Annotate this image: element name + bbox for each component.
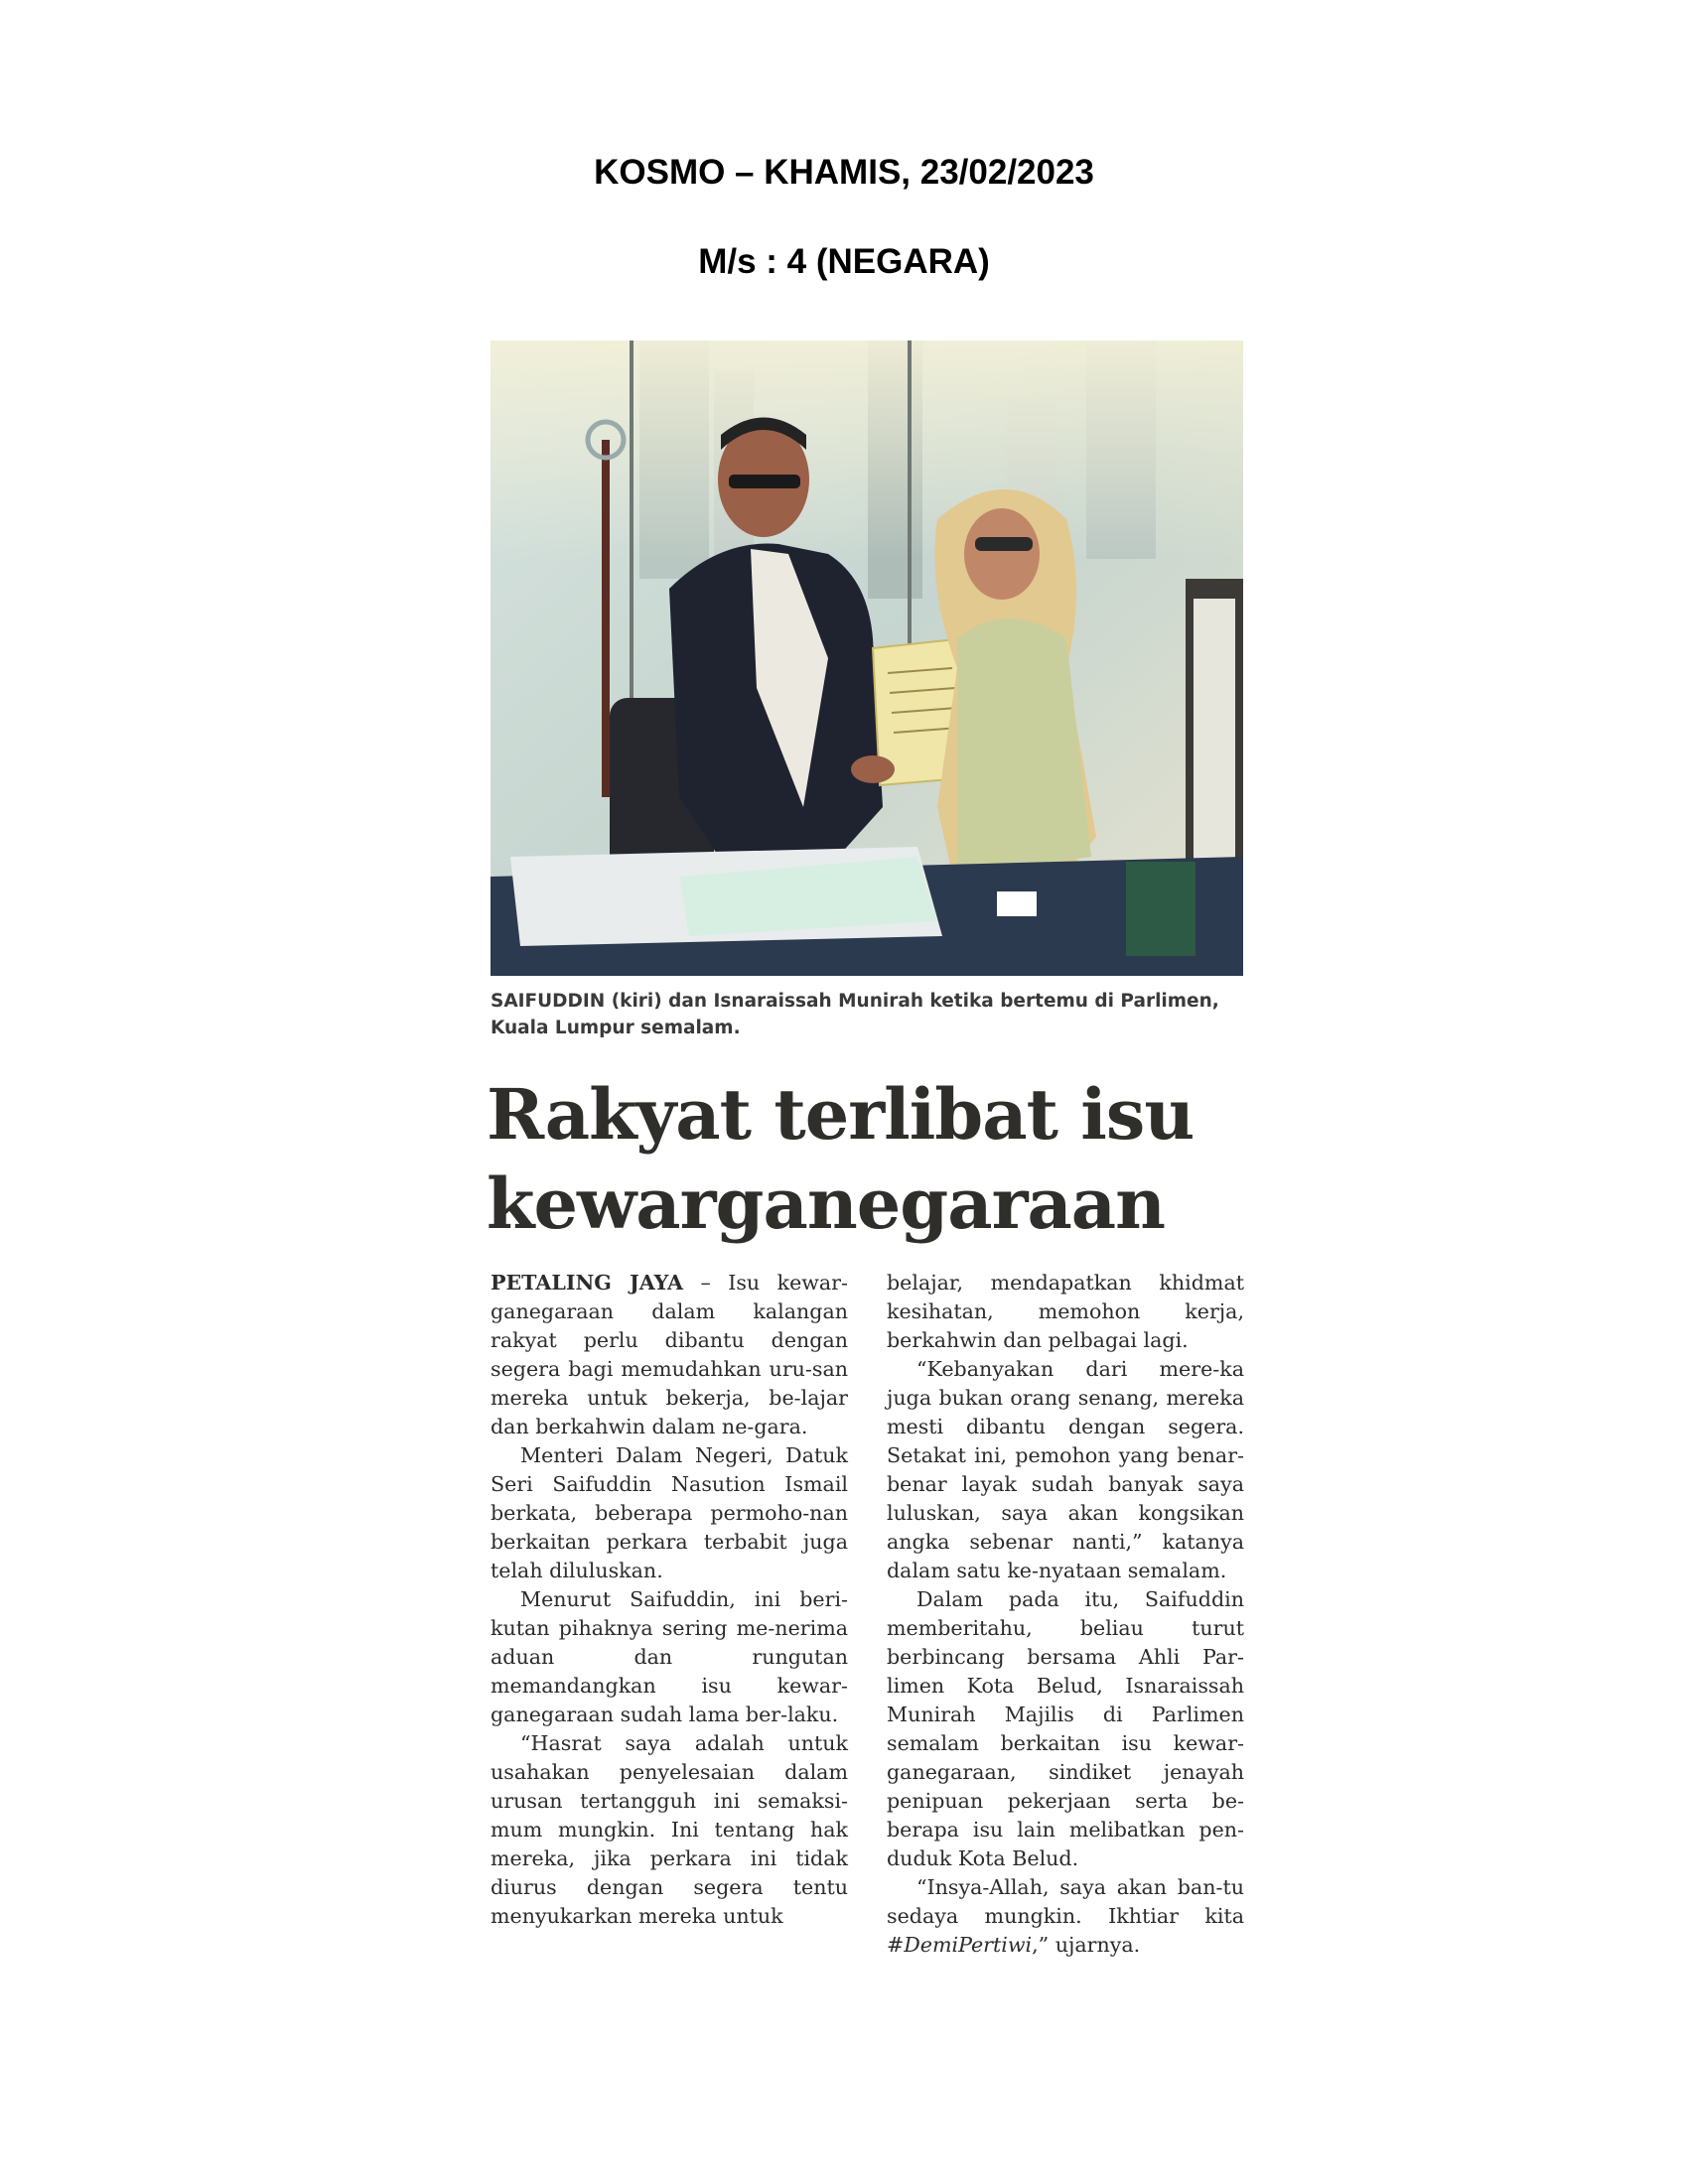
paragraph-6: Dalam pada itu, Saifuddin memberitahu, beliau turut berbincang bersama Ahli Par-limen Kota Belud, Isnaraissah Munirah Majilis di Parlimen semalam berkaitan isu kewar-ganegaraan, sindiket jenayah penipuan pekerjaan serta be-berapa isu lain melibatkan pen-duduk Kota Belud. bbox=[887, 1587, 1244, 1870]
hashtag: #DemiPertiwi bbox=[887, 1933, 1033, 1957]
headline-line-2: kewarganegaraan bbox=[487, 1162, 1166, 1245]
paragraph-7 bbox=[887, 1873, 1244, 1960]
headline bbox=[487, 1070, 1301, 1249]
photo-caption: SAIFUDDIN (kiri) dan Isnaraissah Munirah ketika bertemu di Parlimen, Kuala Lumpur semalam. bbox=[491, 991, 1219, 1038]
paragraph-7-text: “Insya-Allah, saya akan ban-tu sedaya mungkin. Ikhtiar kita bbox=[887, 1875, 1244, 1928]
paragraph-1-text: – Isu kewar-ganegaraan dalam kalangan rakyat perlu dibantu dengan segera bagi memudahkan uru-san mereka untuk bekerja, be-lajar dan berkahwin dalam ne-gara. bbox=[491, 1271, 848, 1438]
article-column-left bbox=[491, 1269, 848, 1931]
paragraph-2: Menteri Dalam Negeri, Datuk Seri Saifuddin Nasution Ismail berkata, beberapa permoho-nan berkaitan perkara terbabit juga telah diluluskan. bbox=[491, 1443, 848, 1582]
paragraph-5: “Kebanyakan dari mere-ka juga bukan orang senang, mereka mesti dibantu dengan segera. Setakat ini, pemohon yang benar-benar layak sudah banyak saya luluskan, saya akan kongsikan angka sebenar nanti,” katanya dalam satu ke-nyataan semalam. bbox=[887, 1357, 1244, 1582]
article-column-right bbox=[887, 1269, 1244, 1960]
dateline: PETALING JAYA bbox=[491, 1271, 684, 1295]
publication-header: KOSMO – KHAMIS, 23/02/2023 bbox=[594, 153, 1094, 192]
headline-line-1: Rakyat terlibat isu bbox=[487, 1073, 1195, 1156]
article-photo bbox=[491, 341, 1243, 976]
paragraph-4: “Hasrat saya adalah untuk usahakan penyelesaian dalam urusan tertangguh ini semaksi-mum mungkin. Ini tentang hak mereka, jika perkara ini tidak diurus dengan segera tentu menyukarkan mereka untuk bbox=[491, 1731, 848, 1928]
paragraph-3: Menurut Saifuddin, ini beri-kutan pihaknya sering me-nerima aduan dan rungutan memandangkan isu kewar-ganegaraan sudah lama ber-laku. bbox=[491, 1587, 848, 1726]
paragraph-7-end: ,” ujarnya. bbox=[1032, 1933, 1141, 1957]
paragraph-4-continued: belajar, mendapatkan khidmat kesihatan, memohon kerja, berkahwin dan pelbagai lagi. bbox=[887, 1271, 1244, 1352]
page-section-header: M/s : 4 (NEGARA) bbox=[698, 242, 990, 281]
paragraph-1 bbox=[491, 1269, 848, 1441]
